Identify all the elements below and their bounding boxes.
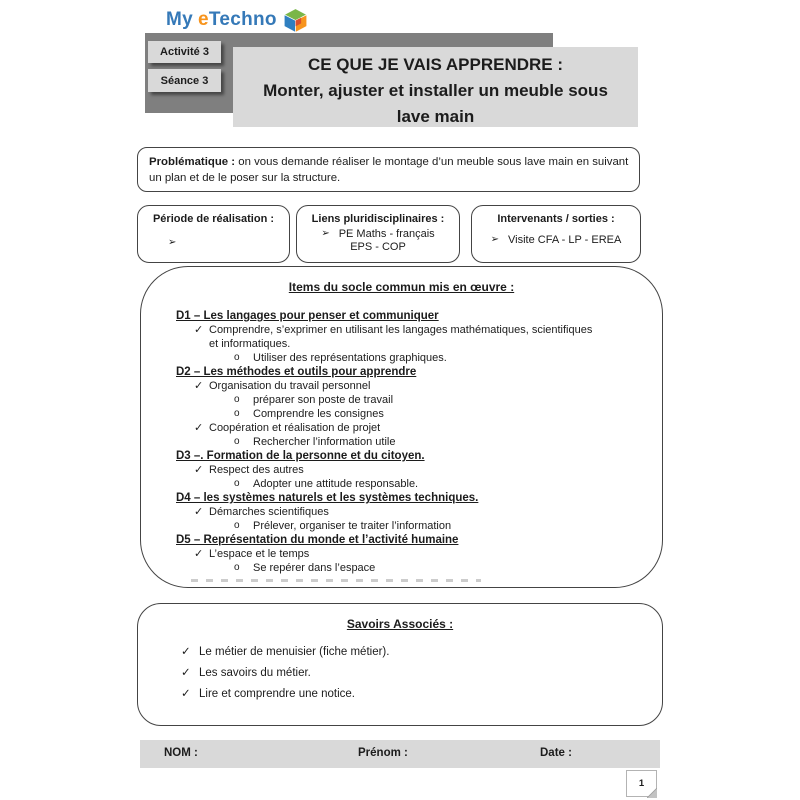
check-icon: ✓ [194,324,204,336]
check-icon: ✓ [181,667,191,679]
section-header-d5: D5 – Représentation du monde et l’activité humaine [176,534,459,546]
circle-bullet-icon: o [234,520,240,531]
check-icon: ✓ [194,464,204,476]
arrow-bullet-icon: ➢ [490,234,500,245]
section-header-d2: D2 – Les méthodes et outils pour apprendre [176,366,417,378]
problematique-label: Problématique : [149,156,236,168]
check-icon: ✓ [181,688,191,700]
savoirs-item: ✓ Les savoirs du métier. [181,663,662,684]
savoirs-item: ✓ Lire et comprendre une notice. [181,684,662,705]
circle-bullet-icon: o [234,408,240,419]
seance-badge-label: Séance 3 [160,74,209,87]
circle-bullet-icon: o [234,352,240,363]
faded-cutoff-text [191,579,481,582]
logo-text-my: My [166,9,193,30]
circle-bullet-icon: o [234,394,240,405]
socle-content [176,309,662,575]
socle-item: ✓ Coopération et réalisation de projet [194,422,381,434]
periode-box [137,205,290,263]
liens-title: Liens pluridisciplinaires : [311,213,445,225]
arrow-bullet-icon: ➢ [168,237,177,248]
folded-corner-icon [647,788,657,798]
socle-item: ✓ Respect des autres [194,464,304,476]
section-header-d1: D1 – Les langages pour penser et communiquer [176,310,439,322]
page-number-badge [626,770,657,797]
socle-item: ✓ Comprendre, s’exprimer en utilisant les langages mathématiques, scientifiques et informatiques. [194,324,593,350]
socle-subitem: o Se repérer dans l’espace [234,562,376,574]
cube-logo-icon [282,7,309,34]
activity-badge-label: Activité 3 [160,46,209,58]
section-header-d3: D3 –. Formation de la personne et du citoyen. [176,450,425,462]
page-number: 1 [638,778,645,789]
check-icon: ✓ [181,646,191,658]
footer-bar [140,740,660,768]
socle-subitem: o Utiliser des représentations graphiques. [234,352,447,364]
socle-title: Items du socle commun mis en œuvre : [288,280,515,294]
page-title-subtitle: Monter, ajuster et installer un meuble sous lave main [263,81,608,126]
savoirs-box [137,603,663,726]
nom-label: NOM : [164,747,198,759]
page-title-line1: CE QUE JE VAIS APPRENDRE : [307,55,564,74]
problematique-box [137,147,640,192]
savoirs-title: Savoirs Associés : [346,617,454,631]
check-icon: ✓ [194,506,204,518]
liens-line2: EPS - COP [350,241,406,253]
socle-item: ✓ L’espace et le temps [194,548,310,560]
savoirs-item: ✓ Le métier de menuisier (fiche métier). [181,642,662,663]
socle-item: ✓ Organisation du travail personnel [194,380,371,392]
socle-subitem: o Prélever, organiser te traiter l’information [234,520,452,532]
check-icon: ✓ [194,422,204,434]
problematique-text: on vous demande réaliser le montage d’un meuble sous lave main en suivant un plan et de le poser sur la structure. [149,156,629,184]
intervenants-box [471,205,641,263]
liens-box [296,205,460,263]
circle-bullet-icon: o [234,562,240,573]
socle-box [140,266,663,588]
logo [166,6,309,34]
intervenants-line1: Visite CFA - LP - EREA [508,234,622,246]
prenom-label: Prénom : [358,747,408,759]
arrow-bullet-icon: ➢ [321,228,330,239]
logo-text-techno: Techno [208,9,277,30]
date-label: Date : [540,747,572,759]
socle-subitem: o Rechercher l’information utile [234,436,396,448]
logo-text-e: e [198,9,209,30]
check-icon: ✓ [194,548,204,560]
title-box [233,47,638,127]
activity-badge [148,41,221,63]
seance-badge [148,69,221,92]
intervenants-title: Intervenants / sorties : [497,213,615,225]
socle-subitem: o préparer son poste de travail [234,394,394,406]
socle-item: ✓ Démarches scientifiques [194,506,329,518]
liens-line1: PE Maths - français [338,228,435,240]
socle-subitem: o Adopter une attitude responsable. [234,478,419,490]
section-header-d4: D4 – les systèmes naturels et les systèmes techniques. [176,492,479,504]
circle-bullet-icon: o [234,478,240,489]
check-icon: ✓ [194,380,204,392]
socle-subitem: o Comprendre les consignes [234,408,384,420]
savoirs-list [181,642,662,705]
periode-title: Période de réalisation : [152,213,275,225]
circle-bullet-icon: o [234,436,240,447]
